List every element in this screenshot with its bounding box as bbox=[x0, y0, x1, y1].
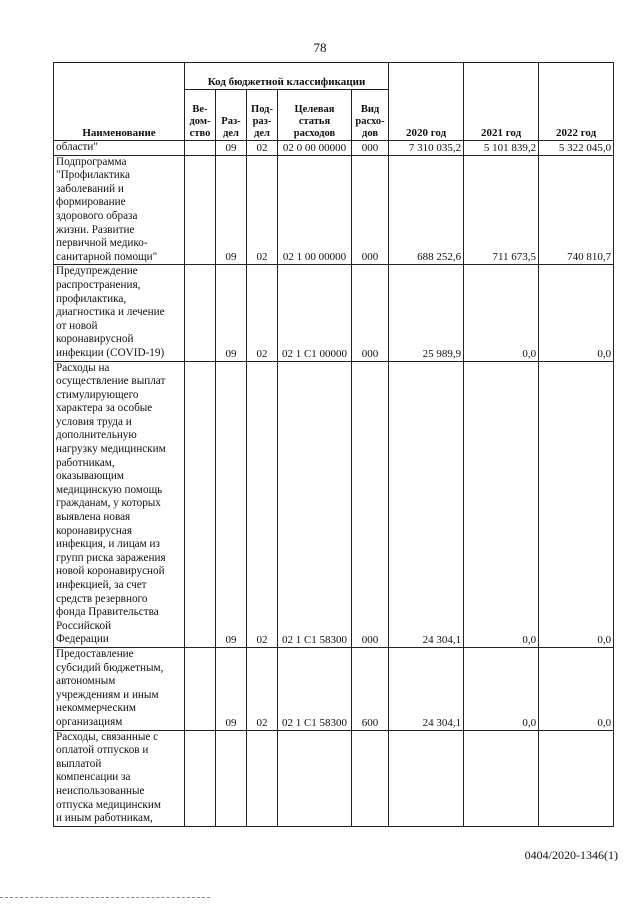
row-target: 02 1 C1 58300 bbox=[278, 647, 352, 730]
row-2021: 0,0 bbox=[464, 647, 539, 730]
header-target-article: Целевая статья расходов bbox=[278, 90, 352, 141]
row-2022: 0,0 bbox=[539, 647, 614, 730]
row-vedomstvo bbox=[185, 730, 216, 826]
row-vid: 600 bbox=[352, 647, 389, 730]
row-2022: 0,0 bbox=[539, 265, 614, 361]
row-vedomstvo bbox=[185, 155, 216, 265]
row-vedomstvo bbox=[185, 361, 216, 647]
row-2022: 0,0 bbox=[539, 361, 614, 647]
row-vedomstvo bbox=[185, 265, 216, 361]
row-razdel: 09 bbox=[216, 361, 247, 647]
row-name: Предупреждение распространения, профилактика, диагностика и лечение от новой коронавирусной инфекции (COVID-19) bbox=[54, 265, 185, 361]
row-2020: 24 304,1 bbox=[389, 361, 464, 647]
page-number: 78 bbox=[313, 40, 327, 55]
row-podrazdel: 02 bbox=[247, 647, 278, 730]
row-razdel bbox=[216, 730, 247, 826]
row-razdel: 09 bbox=[216, 155, 247, 265]
header-year-2021: 2021 год bbox=[464, 63, 539, 141]
row-podrazdel bbox=[247, 730, 278, 826]
row-podrazdel: 02 bbox=[247, 141, 278, 156]
row-target: 02 0 00 00000 bbox=[278, 141, 352, 156]
row-target: 02 1 00 00000 bbox=[278, 155, 352, 265]
row-2020: 7 310 035,2 bbox=[389, 141, 464, 156]
row-2021: 0,0 bbox=[464, 361, 539, 647]
row-razdel: 09 bbox=[216, 141, 247, 156]
table-row bbox=[54, 647, 614, 730]
row-target bbox=[278, 730, 352, 826]
header-classification-group: Код бюджетной классификации bbox=[185, 63, 389, 90]
row-name: Подпрограмма "Профилактика заболеваний и формирование здорового образа жизни. Развитие первичной медико- санитарной помощи" bbox=[54, 155, 185, 265]
row-podrazdel: 02 bbox=[247, 361, 278, 647]
table-row bbox=[54, 141, 614, 156]
row-2020 bbox=[389, 730, 464, 826]
row-2020: 25 989,9 bbox=[389, 265, 464, 361]
table-row bbox=[54, 730, 614, 826]
row-2020: 688 252,6 bbox=[389, 155, 464, 265]
row-2022 bbox=[539, 730, 614, 826]
row-vid: 000 bbox=[352, 155, 389, 265]
row-vid: 000 bbox=[352, 265, 389, 361]
row-vid: 000 bbox=[352, 141, 389, 156]
row-podrazdel: 02 bbox=[247, 155, 278, 265]
header-razdel: Раз- дел bbox=[216, 90, 247, 141]
row-2022: 740 810,7 bbox=[539, 155, 614, 265]
row-2020: 24 304,1 bbox=[389, 647, 464, 730]
row-name: Расходы на осуществление выплат стимулирующего характера за особые условия труда и дополнительную нагрузку медицинским работникам, оказывающим медицинскую помощь гражданам, у которых выявлена новая коронавирусная инфекция, и лицам из групп риска заражения новой коронавирусной инфекцией, за счет средств резервного фонда Правительства Российской Федерации bbox=[54, 361, 185, 647]
header-vedomstvo: Ве- дом- ство bbox=[185, 90, 216, 141]
row-2021: 0,0 bbox=[464, 265, 539, 361]
header-name: Наименование bbox=[54, 63, 185, 141]
row-name: Предоставление субсидий бюджетным, автономным учреждениям и иным некоммерческим организациям bbox=[54, 647, 185, 730]
row-vedomstvo bbox=[185, 647, 216, 730]
row-2021: 711 673,5 bbox=[464, 155, 539, 265]
budget-table bbox=[53, 62, 614, 827]
row-name: области" bbox=[54, 141, 185, 156]
row-podrazdel: 02 bbox=[247, 265, 278, 361]
row-razdel: 09 bbox=[216, 265, 247, 361]
header-podrazdel: Под- раз- дел bbox=[247, 90, 278, 141]
table-row bbox=[54, 361, 614, 647]
row-vid: 000 bbox=[352, 361, 389, 647]
header-year-2020: 2020 год bbox=[389, 63, 464, 141]
table-row bbox=[54, 155, 614, 265]
row-vid bbox=[352, 730, 389, 826]
scan-edge-line bbox=[0, 897, 210, 898]
row-2021 bbox=[464, 730, 539, 826]
header-year-2022: 2022 год bbox=[539, 63, 614, 141]
row-vedomstvo bbox=[185, 141, 216, 156]
table-row bbox=[54, 265, 614, 361]
row-target: 02 1 C1 00000 bbox=[278, 265, 352, 361]
row-2021: 5 101 839,2 bbox=[464, 141, 539, 156]
row-target: 02 1 C1 58300 bbox=[278, 361, 352, 647]
document-code: 0404/2020-1346(1) bbox=[524, 848, 618, 862]
row-razdel: 09 bbox=[216, 647, 247, 730]
header-expense-type: Вид расхо- дов bbox=[352, 90, 389, 141]
row-name: Расходы, связанные с оплатой отпусков и выплатой компенсации за неиспользованные отпуска медицинским и иным работникам, bbox=[54, 730, 185, 826]
row-2022: 5 322 045,0 bbox=[539, 141, 614, 156]
